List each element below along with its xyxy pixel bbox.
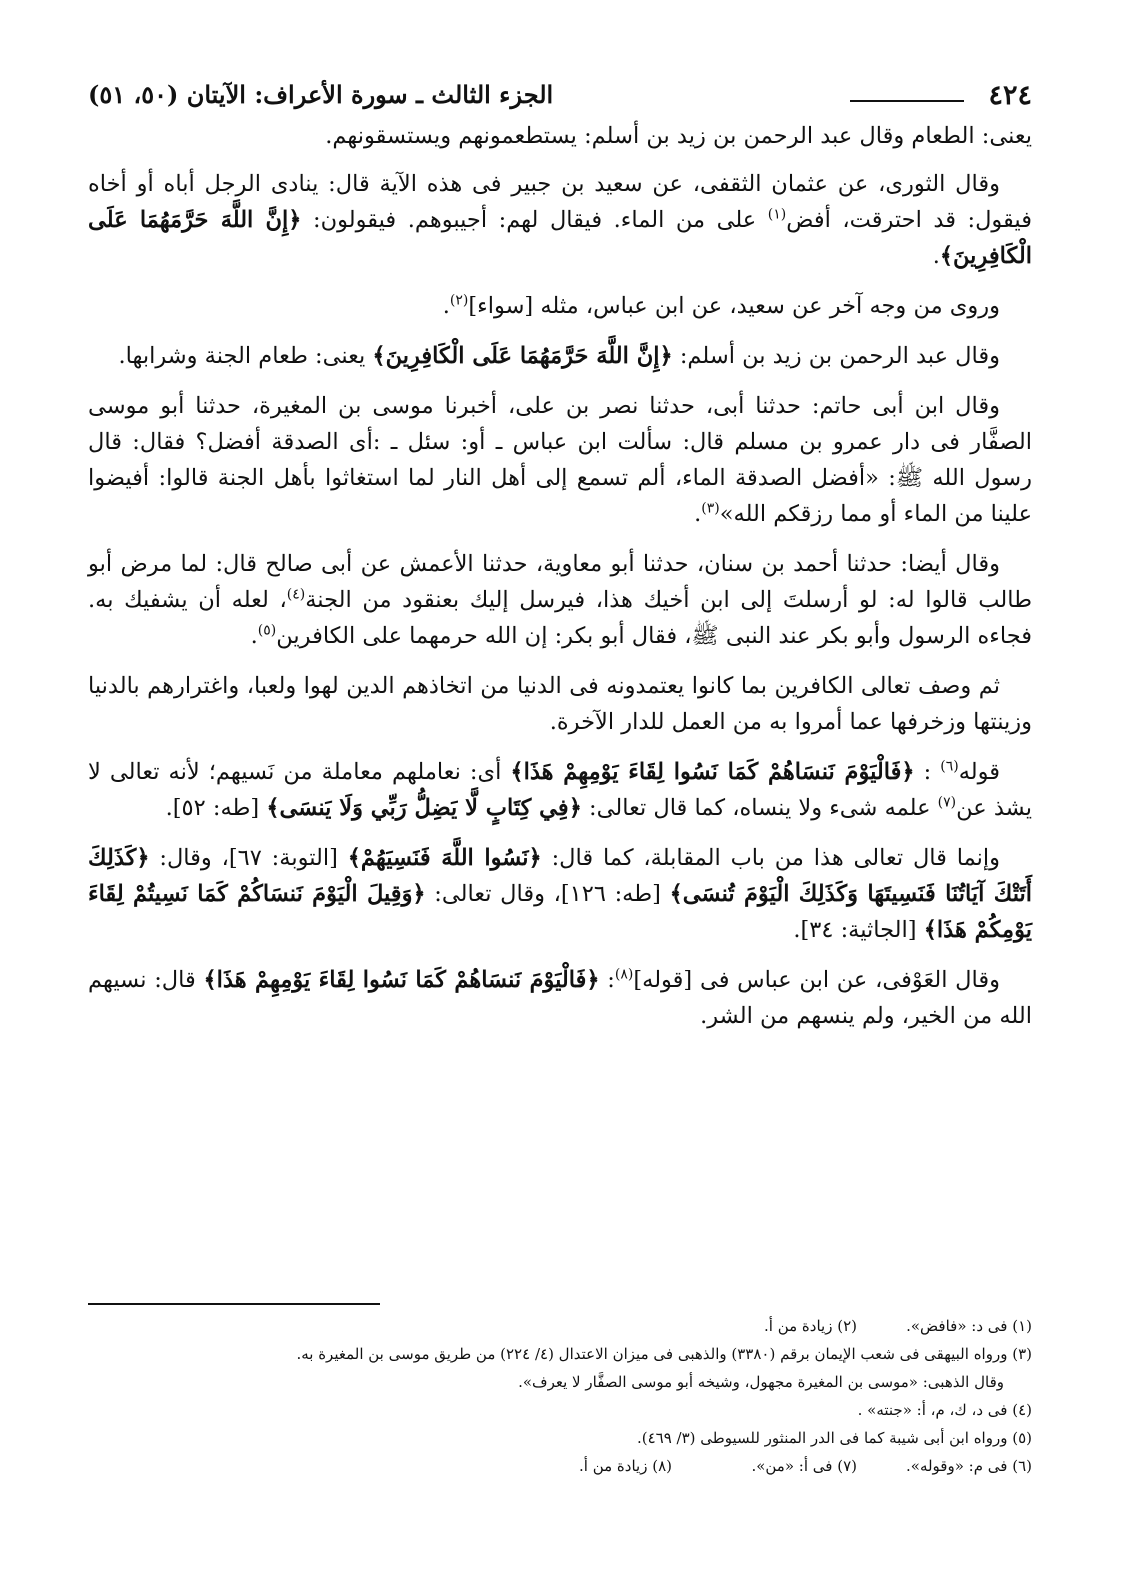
paragraph-text: يعنى: الطعام وقال عبد الرحمن بن زيد بن أسلم: يستطعمونهم ويستسقونهم. bbox=[325, 123, 1032, 149]
paragraph-text: وقال ابن أبى حاتم: حدثنا أبى، حدثنا نصر بن على، أخبرنا موسى بن المغيرة، حدثنا أبو موسى الصفَّار فى دار عمرو بن مسلم قال: سألت ابن عباس ـ أو: سئل ـ :أى الصدقة أفضل؟ فقال: قال رسول الله ﷺ: «أفضل الصدقة الماء، ألم تسمع إلى أهل النار لما استغاثوا بأهل الجنة قالوا: أفيضوا علينا من الماء أو مما رزقكم الله» bbox=[88, 393, 1032, 527]
paragraph-text: . bbox=[932, 243, 940, 269]
footnote-3: (٣) ورواه البيهقى فى شعب الإيمان برقم (٣٣٨٠) والذهبى فى ميزان الاعتدال (٤/ ٢٢٤) من طريق موسى بن المغيرة به. bbox=[296, 1345, 1032, 1363]
paragraph-text: . bbox=[250, 623, 258, 649]
footnote-ref[interactable]: (٥) bbox=[257, 622, 277, 639]
paragraph-text: ثم وصف تعالى الكافرين بما كانوا يعتمدونه فى الدنيا من اتخاذهم الدين لهوا ولعبا، واغترارهم بالدنيا وزينتها وزخرفها عما أمروا به من العمل للدار الآخرة. bbox=[88, 673, 1032, 735]
paragraph-text: وقال العَوْفى، عن ابن عباس فى [قوله] bbox=[633, 967, 1000, 993]
page-header bbox=[88, 72, 1032, 118]
footnote-ref[interactable]: (٦) bbox=[940, 758, 959, 775]
paragraph-text: ، لعله أن يشفيك به. فجاءه الرسول وأبو بكر عند النبى ﷺ، فقال أبو بكر: إن الله حرمهما على الكافرين bbox=[88, 587, 1032, 649]
header-rule bbox=[850, 100, 964, 102]
paragraph-text: وإنما قال تعالى هذا من باب المقابلة، كما قال: bbox=[541, 845, 1000, 871]
footnote-6: (٦) فى م: «وقوله». bbox=[906, 1457, 1032, 1475]
footnote-row bbox=[88, 1312, 1032, 1340]
footnote-ref[interactable]: (٤) bbox=[286, 586, 306, 603]
footnote-3-continued: وقال الذهبى: «موسى بن المغيرة مجهول، وشيخه أبو موسى الصفَّار لا يعرف». bbox=[518, 1373, 1004, 1391]
quran-quote: ﴿فَالْيَوْمَ نَنسَاهُمْ كَمَا نَسُوا لِقَاءَ يَوْمِهِمْ هَذَا﴾ bbox=[203, 967, 600, 993]
footnote-ref[interactable]: (١) bbox=[767, 206, 787, 223]
quran-quote: ﴿فَالْيَوْمَ نَنسَاهُمْ كَمَا نَسُوا لِقَاءَ يَوْمِهِمْ هَذَا﴾ bbox=[510, 759, 915, 785]
paragraph-text: يعنى: طعام الجنة وشرابها. bbox=[118, 343, 373, 369]
paragraph-10 bbox=[88, 962, 1032, 1034]
paragraph-1 bbox=[88, 118, 1032, 154]
quran-quote: ﴿إِنَّ اللَّهَ حَرَّمَهُمَا عَلَى الْكَافِرِينَ﴾ bbox=[88, 207, 1032, 269]
quran-quote: ﴿إِنَّ اللَّهَ حَرَّمَهُمَا عَلَى الْكَافِرِينَ﴾ bbox=[372, 343, 673, 369]
footnote-4: (٤) فى د، ك، م، أ: «جنته» . bbox=[857, 1401, 1032, 1419]
paragraph-text: وقال عبد الرحمن بن زيد بن أسلم: bbox=[672, 343, 1000, 369]
paragraph-7 bbox=[88, 668, 1032, 740]
page-number: ٤٢٤ bbox=[988, 80, 1032, 111]
footnote-row bbox=[88, 1368, 1032, 1396]
paragraph-text: [طه: ٥٢]. bbox=[165, 795, 267, 821]
quran-quote: ﴿نَسُوا اللَّهَ فَنَسِيَهُمْ﴾ bbox=[347, 845, 542, 871]
paragraph-text: : bbox=[599, 967, 615, 993]
paragraph-text: وقال أيضا: حدثنا أحمد بن سنان، حدثنا أبو معاوية، حدثنا الأعمش عن أبى صالح قال: لما مرض أبو طالب قالوا له: لو أرسلتَ إلى ابن أخيك هذا، فيرسل إليك بعنقود من الجنة bbox=[88, 551, 1032, 613]
paragraph-text: . bbox=[442, 293, 450, 319]
paragraph-9 bbox=[88, 840, 1032, 948]
paragraph-text: [التوبة: ٦٧]، وقال: bbox=[149, 845, 348, 871]
footnote-5: (٥) ورواه ابن أبى شيبة كما فى الدر المنثور للسيوطى (٣/ ٤٦٩). bbox=[636, 1429, 1032, 1447]
paragraph-8 bbox=[88, 754, 1032, 826]
footnote-ref[interactable]: (٣) bbox=[701, 500, 720, 517]
footnote-7: (٧) فى أ: «من». bbox=[751, 1457, 857, 1475]
paragraph-5 bbox=[88, 388, 1032, 532]
quran-quote: ﴿فِي كِتَابٍ لَّا يَضِلُّ رَبِّي وَلَا يَنسَى﴾ bbox=[266, 795, 582, 821]
paragraph-text: : bbox=[914, 759, 941, 785]
quran-quote: ﴿كَذَلِكَ أَتَتْكَ آيَاتُنَا فَنَسِيتَهَا وَكَذَلِكَ الْيَوْمَ تُنسَى﴾ bbox=[88, 845, 1033, 907]
paragraph-6 bbox=[88, 546, 1032, 654]
paragraph-text: وروى من وجه آخر عن سعيد، عن ابن عباس، مثله [سواء] bbox=[468, 293, 1000, 319]
running-title: الجزء الثالث ـ سورة الأعراف: الآيتان (٥٠، ٥١) bbox=[88, 80, 554, 109]
footnotes bbox=[88, 1312, 1032, 1480]
paragraph-text: أى: نعاملهم معاملة من نَسيهم؛ لأنه تعالى لا يشذ عن bbox=[88, 759, 1032, 821]
footnote-row bbox=[88, 1424, 1032, 1452]
footnote-row bbox=[88, 1340, 1032, 1368]
paragraph-text: قوله bbox=[958, 759, 1000, 785]
paragraph-text: وقال الثورى، عن عثمان الثقفى، عن سعيد بن جبير فى هذه الآية قال: ينادى الرجل أباه أو أخاه فيقول: قد احترقت، أفض bbox=[88, 171, 1032, 233]
footnote-separator bbox=[88, 1303, 380, 1305]
paragraph-text: علمه شىء ولا ينساه، كما قال تعالى: bbox=[581, 795, 938, 821]
paragraph-text: على من الماء. فيقال لهم: أجيبوهم. فيقولون: bbox=[301, 207, 768, 233]
footnote-ref[interactable]: (٧) bbox=[937, 794, 957, 811]
footnote-row bbox=[88, 1452, 1032, 1480]
paragraph-3 bbox=[88, 288, 1032, 324]
paragraph-text: قال: نسيهم الله من الخير، ولم ينسهم من الشر. bbox=[88, 967, 1032, 1029]
paragraph-text: [الجاثية: ٣٤]. bbox=[793, 917, 924, 943]
page bbox=[88, 72, 1032, 1048]
footnote-ref[interactable]: (٨) bbox=[614, 966, 634, 983]
paragraph-2 bbox=[88, 166, 1032, 274]
footnote-ref[interactable]: (٢) bbox=[449, 292, 469, 309]
quran-quote: ﴿وَقِيلَ الْيَوْمَ نَنسَاكُمْ كَمَا نَسِيتُمْ لِقَاءَ يَوْمِكُمْ هَذَا﴾ bbox=[88, 881, 1032, 943]
paragraph-text: . bbox=[694, 501, 702, 527]
footnote-2: (٢) زيادة من أ. bbox=[764, 1317, 857, 1335]
footnote-8: (٨) زيادة من أ. bbox=[579, 1457, 672, 1475]
footnote-row bbox=[88, 1396, 1032, 1424]
paragraph-4 bbox=[88, 338, 1032, 374]
footnote-1: (١) فى د: «فافض». bbox=[906, 1317, 1032, 1335]
paragraph-text: [طه: ١٢٦]، وقال تعالى: bbox=[425, 881, 670, 907]
